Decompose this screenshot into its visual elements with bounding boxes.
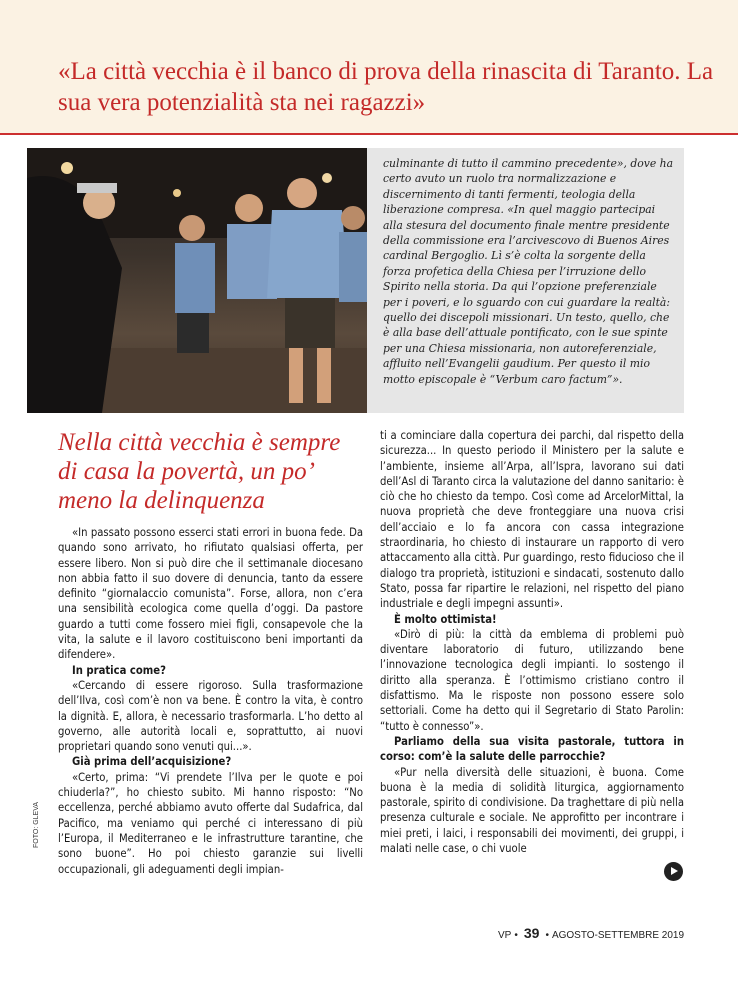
page-number: 39 (523, 925, 540, 941)
interview-question: Parliamo della sua visita pastorale, tuttora in corso: com’è la salute delle parrocchie? (380, 734, 684, 764)
paragraph: «Cercando di essere rigoroso. Sulla trasformazione dell’Ilva, così com’è non va bene. È contro la vita, è contro la dignità. E, allora, è necessario trasformarla. L’ho detto al governo, alle autorità locali e, soprattutto, ai nuovi proprietari quando sono venuti qui...». (58, 678, 363, 754)
magazine-name: VP (498, 930, 512, 941)
paragraph: ti a cominciare dalla copertura dei parchi, dal rispetto della sicurezza... In questo periodo il Ministero per la salute e l’ambiente, insieme all’Arpa, all’Ispra, lavorano sui dati dell’Asl di Taranto circa la valutazione del danno sanitario: è ciò che ho chiesto da tempo. Così come ad ArcelorMittal, la nuova proprietà che deve fronteggiare una nuova crisi dell’acciaio e lo fa ancora con cassa integrazione straordinaria, ho chiesto di instaurare un rapporto di vero attaccamento alla città. Pur guardingo, resto fiducioso che il dialogo tra proprietà, istituzioni e sindacati, sostenuto dallo Stato, possa far ripartire le relazioni, nel rispetto del piano industriale e degli impegni assunti». (380, 429, 684, 611)
photo-credit: FOTO: GLEVA (33, 801, 40, 848)
continue-arrow-icon (664, 862, 683, 881)
paragraph: «Certo, prima: “Vi prendete l’Ilva per le quote e poi chiuderla?”, ho chiesto subito. Mi hanno risposto: “No eccellenza, perché abbiamo avuto offerte dal Sudafrica, dal Pacifico, ma veniamo qui perché ci interessano di più l’Europa, il Mediterraneo e le infrastrutture tarantine, che sono buone”. Ho poi chiesto garanzie sui livelli occupazionali, gli adeguamenti degli impian- (58, 770, 363, 876)
interview-question: È molto ottimista! (394, 612, 497, 626)
issue-date: AGOSTO-SETTEMBRE 2019 (551, 930, 685, 941)
section-subhead: Nella città vecchia è sempre di casa la povertà, un po’ meno la delinquenza (58, 429, 341, 514)
article-column-left (58, 525, 363, 877)
paragraph: «Pur nella diversità delle situazioni, è buona. Come buona è la media di solidità liturgica, aggiornamento pastorale, spirito di condivisione. Da traghettare di più nella presenza culturale e sociale. Ne approfitto per incontrare i miei preti, i laici, i responsabili dei movimenti, dei gruppi, i malati nelle case, o chi vuole (380, 765, 684, 856)
separator-dot: • (545, 930, 549, 941)
paragraph: «In passato possono esserci stati errori in buona fede. Da quando sono arrivato, ho rifiutato qualsiasi offerta, per essere libero. Non si può dire che il settimanale diocesano non abbia fatto il suo dovere di denuncia, tanto da essere definito “giornalaccio comunista”. Forse, allora, non c’era una sensibilità ecologica come quella d’oggi. Da pastore guardo a tutti come fossero miei figli, consapevole che la vita, la salute e il lavoro costituiscono beni importanti da difendere». (58, 526, 363, 662)
separator-dot: • (514, 930, 518, 941)
quote-box (367, 148, 684, 413)
paragraph: «Dirò di più: la città da emblema di problemi può diventare laboratorio di futuro, utilizzando bene l’innovazione tecnologica degli impianti. Io sostengo il diritto alla speranza. È l’ottimismo cristiano contro il disfattismo. Ma le risposte non possono essere solo settoriali. Come ha detto qui il Segretario di Stato Parolin: “tutto è connesso”». (380, 627, 684, 733)
interview-question: Già prima dell’acquisizione? (72, 755, 232, 769)
header-divider (0, 133, 738, 135)
article-photo (27, 148, 367, 413)
pull-quote-headline: «La città vecchia è il banco di prova della rinascita di Taranto. La sua vera potenzialità sta nei ragazzi» (58, 58, 714, 116)
article-column-right (380, 428, 684, 856)
page-footer (498, 925, 684, 941)
interview-question: In pratica come? (72, 663, 166, 677)
photo-illustration (27, 148, 367, 413)
quote-box-text: culminante di tutto il cammino precedente», dove ha certo avuto un ruolo tra normalizzazione e discernimento di tanti fermenti, teologia della liberazione compresa. «In quel maggio partecipai alla stesura del documento finale mentre presidente della commissione era l’arcivescovo di Buenos Aires cardinal Bergoglio. Lì s’è colta la sorgente della forza profetica della Chiesa per l’irruzione dello Spirito nella storia. Da qui l’opzione preferenziale per i poveri, e lo sguardo con cui guardare la realtà: quello dei discepoli missionari. Un testo, quello, che è alla base dell’attuale pontificato, con le sue spinte per una Chiesa missionaria, non autoreferenziale, affluito nell’Evangelii gaudium. Per questo il mio motto episcopale è “Verbum caro factum”». (383, 157, 674, 386)
